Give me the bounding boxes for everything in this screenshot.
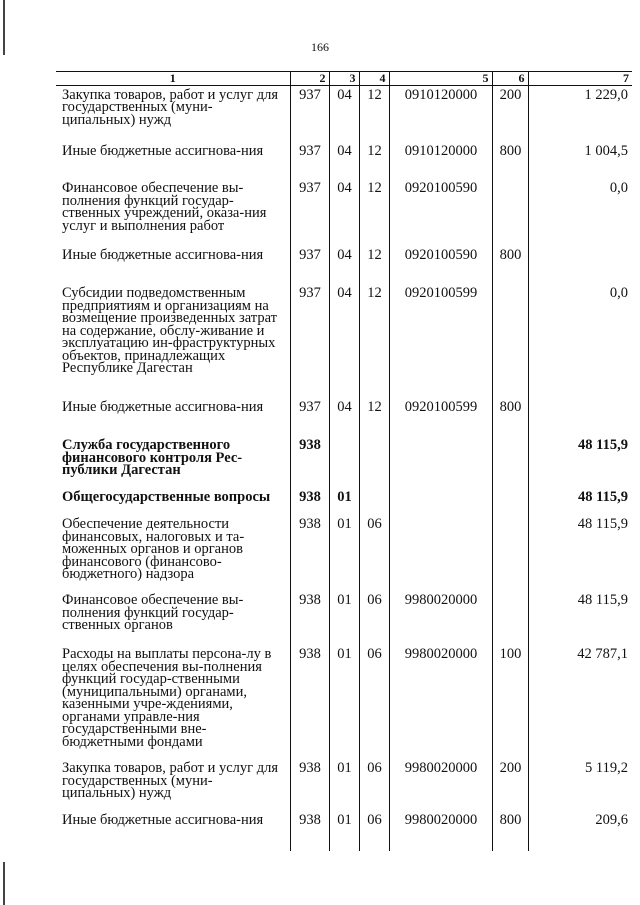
- col-header-7: 7: [528, 72, 632, 86]
- cell-section-code: 04: [329, 179, 359, 246]
- cell-name: Обеспечение деятельности финансовых, налоговых и та-моженных органов и органов финансового (финансово-бюджетного) надзора: [62, 516, 245, 582]
- cell-expense-type: 100: [492, 645, 528, 759]
- cell-ministry-code: 938: [290, 436, 329, 488]
- cell-amount: 0,0: [528, 179, 632, 246]
- cell-section-code: 04: [329, 398, 359, 436]
- cell-section-code: 04: [329, 246, 359, 284]
- col-header-3: 3: [329, 72, 359, 86]
- cell-subsection-code: 06: [359, 811, 389, 851]
- cell-target-article: 0920100599: [389, 398, 492, 436]
- cell-target-article: [389, 436, 492, 488]
- cell-expense-type: 200: [492, 85, 528, 142]
- cell-expense-type: 800: [492, 811, 528, 851]
- cell-name: Иные бюджетные ассигнова-ния: [62, 399, 264, 415]
- cell-subsection-code: 12: [359, 284, 389, 398]
- cell-subsection-code: 12: [359, 179, 389, 246]
- scan-edge-bottom: [3, 862, 5, 905]
- cell-amount: 209,6: [528, 811, 632, 851]
- cell-name: Иные бюджетные ассигнова-ния: [62, 143, 264, 159]
- table-row: [56, 515, 632, 591]
- page-number: 166: [311, 40, 329, 54]
- cell-ministry-code: 937: [290, 85, 329, 142]
- table-row: [56, 759, 632, 811]
- cell-name: Финансовое обеспечение вы-полнения функций государ-ственных органов: [62, 592, 244, 633]
- cell-target-article: 0920100599: [389, 284, 492, 398]
- table-row: [56, 85, 632, 142]
- cell-ministry-code: 938: [290, 515, 329, 591]
- cell-name: Служба государственного финансового контроля Рес-публики Дагестан: [62, 437, 243, 478]
- cell-target-article: 9980020000: [389, 811, 492, 851]
- table-body: [56, 85, 632, 851]
- cell-amount: 5 119,2: [528, 759, 632, 811]
- cell-name: Закупка товаров, работ и услуг для государственных (муни-ципальных) нужд: [62, 86, 279, 128]
- cell-target-article: [389, 488, 492, 515]
- col-header-4: 4: [359, 72, 389, 86]
- cell-subsection-code: 12: [359, 246, 389, 284]
- cell-name: Финансовое обеспечение вы-полнения функций государ-ственных учреждений, оказа-ния услуг и выполнения работ: [62, 180, 267, 234]
- cell-name: Расходы на выплаты персона-лу в целях обеспечения вы-полнения функций государ-ственными (муниципальными) органами, казенными учре-ждениями, органами управле-ния государственными вне-бюджетными фондами: [62, 646, 272, 750]
- cell-amount: 48 115,9: [528, 591, 632, 645]
- cell-section-code: 01: [329, 515, 359, 591]
- budget-table: [56, 71, 632, 851]
- cell-amount: [528, 398, 632, 436]
- cell-subsection-code: 12: [359, 142, 389, 179]
- table-row: [56, 591, 632, 645]
- cell-amount: 48 115,9: [528, 488, 632, 515]
- cell-amount: 48 115,9: [528, 436, 632, 488]
- cell-ministry-code: 937: [290, 284, 329, 398]
- table-row: [56, 645, 632, 759]
- cell-expense-type: [492, 179, 528, 246]
- cell-subsection-code: 12: [359, 85, 389, 142]
- cell-amount: 0,0: [528, 284, 632, 398]
- cell-expense-type: 800: [492, 398, 528, 436]
- cell-subsection-code: [359, 488, 389, 515]
- cell-name: Закупка товаров, работ и услуг для государственных (муни-ципальных) нужд: [62, 760, 279, 801]
- cell-expense-type: 800: [492, 142, 528, 179]
- cell-target-article: 9980020000: [389, 645, 492, 759]
- cell-target-article: 0910120000: [389, 85, 492, 142]
- cell-subsection-code: 06: [359, 515, 389, 591]
- cell-section-code: 01: [329, 591, 359, 645]
- cell-subsection-code: 06: [359, 759, 389, 811]
- cell-expense-type: [492, 515, 528, 591]
- cell-ministry-code: 937: [290, 246, 329, 284]
- cell-amount: 1 004,5: [528, 142, 632, 179]
- cell-section-code: 04: [329, 284, 359, 398]
- cell-target-article: 9980020000: [389, 759, 492, 811]
- cell-section-code: [329, 436, 359, 488]
- cell-subsection-code: 12: [359, 398, 389, 436]
- cell-section-code: 01: [329, 811, 359, 851]
- cell-target-article: 9980020000: [389, 591, 492, 645]
- cell-section-code: 04: [329, 85, 359, 142]
- cell-subsection-code: 06: [359, 645, 389, 759]
- cell-expense-type: 800: [492, 246, 528, 284]
- cell-ministry-code: 937: [290, 398, 329, 436]
- col-header-6: 6: [492, 72, 528, 86]
- cell-ministry-code: 938: [290, 645, 329, 759]
- col-header-2: 2: [290, 72, 329, 86]
- cell-target-article: 0920100590: [389, 179, 492, 246]
- table-row: [56, 811, 632, 851]
- cell-section-code: 04: [329, 142, 359, 179]
- table-row: [56, 398, 632, 436]
- cell-subsection-code: 06: [359, 591, 389, 645]
- cell-name: Иные бюджетные ассигнова-ния: [62, 812, 264, 828]
- cell-name: Субсидии подведомственным предприятиям и организациям на возмещение произведенных затрат на содержание, обслу-живание и эксплуатацию ин-фраструктурных объектов, принадлежащих Республике Дагестан: [62, 285, 277, 376]
- cell-ministry-code: 938: [290, 811, 329, 851]
- table-row: [56, 246, 632, 284]
- cell-ministry-code: 937: [290, 142, 329, 179]
- cell-ministry-code: 938: [290, 759, 329, 811]
- cell-expense-type: [492, 591, 528, 645]
- table-row: [56, 284, 632, 398]
- cell-subsection-code: [359, 436, 389, 488]
- cell-expense-type: [492, 436, 528, 488]
- table-row: [56, 488, 632, 515]
- cell-section-code: 01: [329, 488, 359, 515]
- cell-ministry-code: 938: [290, 591, 329, 645]
- table-row: [56, 436, 632, 488]
- cell-target-article: 0910120000: [389, 142, 492, 179]
- cell-amount: 1 229,0: [528, 85, 632, 142]
- cell-ministry-code: 937: [290, 179, 329, 246]
- table-row: [56, 179, 632, 246]
- col-header-1: 1: [56, 72, 290, 86]
- cell-section-code: 01: [329, 759, 359, 811]
- cell-expense-type: [492, 488, 528, 515]
- cell-name: Иные бюджетные ассигнова-ния: [62, 247, 264, 263]
- cell-expense-type: 200: [492, 759, 528, 811]
- col-header-5: 5: [389, 72, 492, 86]
- cell-expense-type: [492, 284, 528, 398]
- cell-ministry-code: 938: [290, 488, 329, 515]
- cell-amount: 48 115,9: [528, 515, 632, 591]
- cell-target-article: 0920100590: [389, 246, 492, 284]
- cell-target-article: [389, 515, 492, 591]
- cell-section-code: 01: [329, 645, 359, 759]
- cell-name: Общегосударственные вопросы: [62, 489, 271, 505]
- table-header-row: [56, 72, 632, 86]
- cell-amount: [528, 246, 632, 284]
- table-row: [56, 142, 632, 179]
- cell-amount: 42 787,1: [528, 645, 632, 759]
